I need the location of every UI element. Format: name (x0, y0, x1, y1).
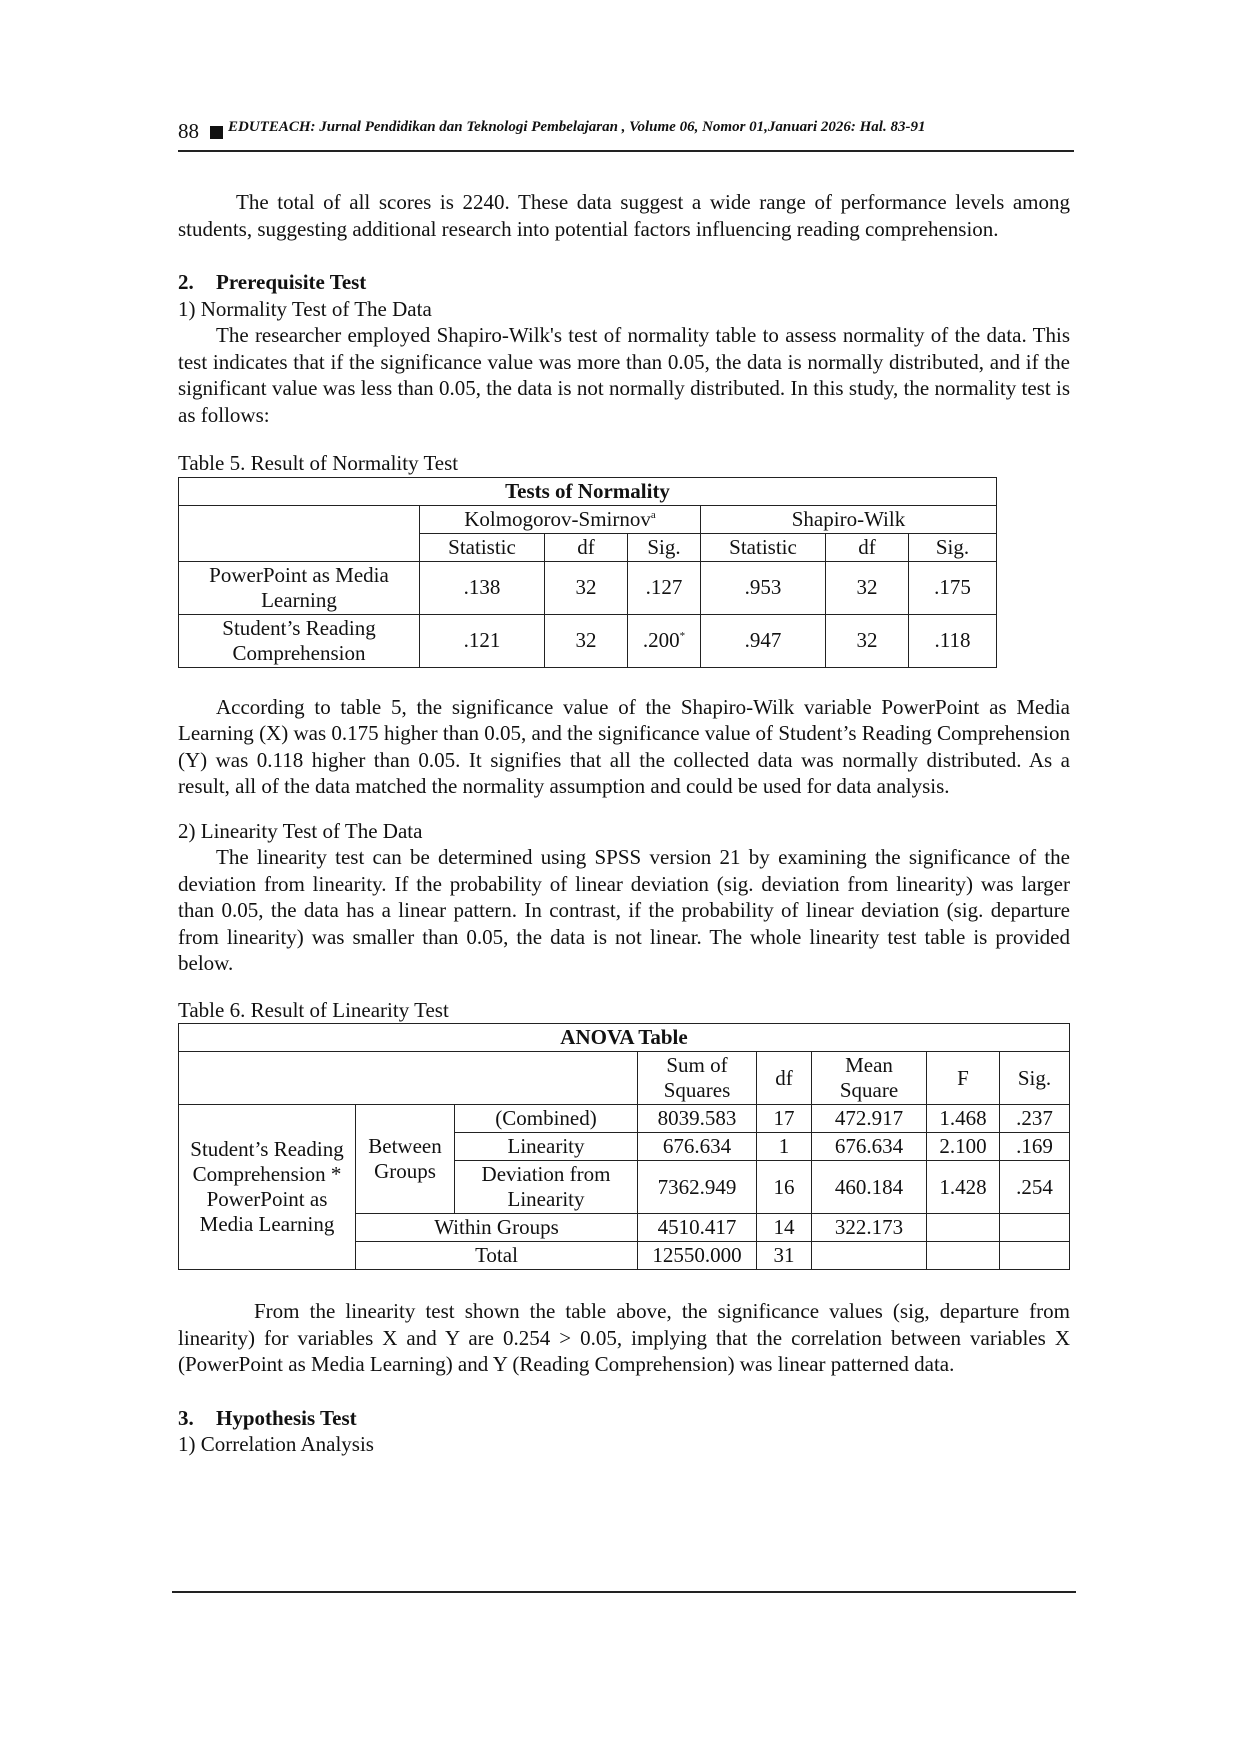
section-title: Prerequisite Test (216, 270, 367, 294)
row-label: Between Groups (356, 1105, 455, 1214)
table-cell (628, 614, 701, 667)
table-cell: 32 (826, 614, 909, 667)
group-header-label: Kolmogorov-Smirnov (464, 506, 651, 531)
column-header: df (826, 533, 909, 561)
footer-rule (172, 1591, 1076, 1593)
table-cell: 472.917 (812, 1105, 927, 1133)
normality-discussion-paragraph: According to table 5, the significance value of the Shapiro-Wilk variable PowerPoint as Media Learning (X) was 0.175 higher than 0.05, and the significance value of Student’s Reading Comprehension (Y) was 0.118 higher than 0.05. It signifies that all the collected data was normally distributed. As a result, all of the data matched the normality assumption and could be used for data analysis. (178, 694, 1070, 798)
table-cell: .254 (1000, 1161, 1070, 1214)
table-row (179, 561, 997, 614)
table-cell: 32 (545, 561, 628, 614)
table-cell: 16 (757, 1161, 812, 1214)
row-label: PowerPoint as Media Learning (179, 561, 420, 614)
table-cell: .127 (628, 561, 701, 614)
body-content (178, 189, 1070, 1458)
table-row (179, 614, 997, 667)
table-cell: 1.428 (927, 1161, 1000, 1214)
page-number: 88 (178, 119, 199, 143)
table-cell: 31 (757, 1242, 812, 1270)
row-label: Total (356, 1242, 638, 1270)
row-label: Deviation from Linearity (455, 1161, 638, 1214)
row-label: Student’s Reading Comprehension (179, 614, 420, 667)
column-header: Sig. (628, 533, 701, 561)
table-cell: 17 (757, 1105, 812, 1133)
intro-paragraph: The total of all scores is 2240. These data suggest a wide range of performance levels among students, suggesting additional research into potential factors influencing reading comprehension. (178, 190, 1070, 241)
table-cell (1000, 1214, 1070, 1242)
square-bullet-icon (210, 126, 223, 139)
table-cell: .121 (420, 614, 545, 667)
section-title: Hypothesis Test (216, 1405, 357, 1430)
table-cell: 2.100 (927, 1133, 1000, 1161)
table-corner-cell (179, 1052, 638, 1105)
table-cell: 32 (826, 561, 909, 614)
column-header: Mean Square (812, 1052, 927, 1105)
column-header: Sum of Squares (638, 1052, 757, 1105)
row-label: Within Groups (356, 1214, 638, 1242)
table-cell: 7362.949 (638, 1161, 757, 1214)
column-header: F (927, 1052, 1000, 1105)
table-corner-cell (179, 505, 420, 561)
table-cell (927, 1242, 1000, 1270)
footnote-marker: a (650, 508, 656, 521)
table-cell (927, 1214, 1000, 1242)
table-cell: 1.468 (927, 1105, 1000, 1133)
section-heading-hypothesis (178, 1405, 1070, 1432)
group-header-sw: Shapiro-Wilk (701, 505, 997, 533)
anova-table (178, 1023, 1070, 1270)
table-row (179, 1105, 1070, 1133)
table-title: Tests of Normality (179, 477, 997, 505)
row-label: Linearity (455, 1133, 638, 1161)
table-cell: .118 (909, 614, 997, 667)
row-label: Student’s Reading Comprehension * PowerPoint as Media Learning (179, 1105, 356, 1270)
table-cell: .138 (420, 561, 545, 614)
table-cell: 1 (757, 1133, 812, 1161)
column-header: df (545, 533, 628, 561)
table-cell: .947 (701, 614, 826, 667)
column-header: Sig. (909, 533, 997, 561)
subheading-normality: 1) Normality Test of The Data (178, 296, 432, 321)
running-header (178, 116, 1074, 152)
column-header: Statistic (701, 533, 826, 561)
journal-title: EDUTEACH: Jurnal Pendidikan dan Teknologi Pembelajaran , Volume 06, Nomor 01,Januari 2026: Hal. 83-91 (228, 119, 926, 135)
normality-table (178, 477, 997, 668)
table-cell: 8039.583 (638, 1105, 757, 1133)
table-cell: 4510.417 (638, 1214, 757, 1242)
section-number: 3. (178, 1405, 194, 1430)
column-header: df (757, 1052, 812, 1105)
table-cell: 676.634 (638, 1133, 757, 1161)
table6-caption: Table 6. Result of Linearity Test (178, 997, 449, 1022)
subheading-linearity: 2) Linearity Test of The Data (178, 818, 423, 843)
subheading-correlation: 1) Correlation Analysis (178, 1432, 374, 1456)
table-cell: 32 (545, 614, 628, 667)
table-cell: 460.184 (812, 1161, 927, 1214)
table-cell (812, 1242, 927, 1270)
section-number: 2. (178, 270, 194, 294)
table-cell: .175 (909, 561, 997, 614)
column-header: Statistic (420, 533, 545, 561)
table-cell: 676.634 (812, 1133, 927, 1161)
table-cell: 322.173 (812, 1214, 927, 1242)
group-header-ks (420, 505, 701, 533)
footnote-marker: * (679, 630, 686, 642)
table-title: ANOVA Table (179, 1024, 1070, 1052)
table-cell: .953 (701, 561, 826, 614)
cell-value: .200 (642, 628, 680, 652)
table-cell: 12550.000 (638, 1242, 757, 1270)
table-cell: 14 (757, 1214, 812, 1242)
row-label: (Combined) (455, 1105, 638, 1133)
linearity-discussion-paragraph: From the linearity test shown the table above, the significance values (sig, departure from linearity) for variables X and Y are 0.254 > 0.05, implying that the correlation between variables X (PowerPoint as Media Learning) and Y (Reading Comprehension) was linear patterned data. (178, 1299, 1070, 1376)
table-cell (1000, 1242, 1070, 1270)
column-header: Sig. (1000, 1052, 1070, 1105)
table5-caption: Table 5. Result of Normality Test (178, 451, 459, 475)
normality-paragraph: The researcher employed Shapiro-Wilk's test of normality table to assess normality of the data. This test indicates that if the significance value was more than 0.05, the data is normally distributed, and if the significant value was less than 0.05, the data is not normally distributed. In this study, the normality test is as follows: (178, 323, 1070, 427)
section-heading-prerequisite (178, 269, 1070, 296)
table-cell: .169 (1000, 1133, 1070, 1161)
table-cell: .237 (1000, 1105, 1070, 1133)
linearity-paragraph: The linearity test can be determined using SPSS version 21 by examining the significance of the deviation from linearity. If the probability of linear deviation (sig. deviation from linearity) was larger than 0.05, the data has a linear pattern. In contrast, if the probability of linear deviation (sig. departure from linearity) was smaller than 0.05, the data is not linear. The whole linearity test table is provided below. (178, 845, 1070, 975)
